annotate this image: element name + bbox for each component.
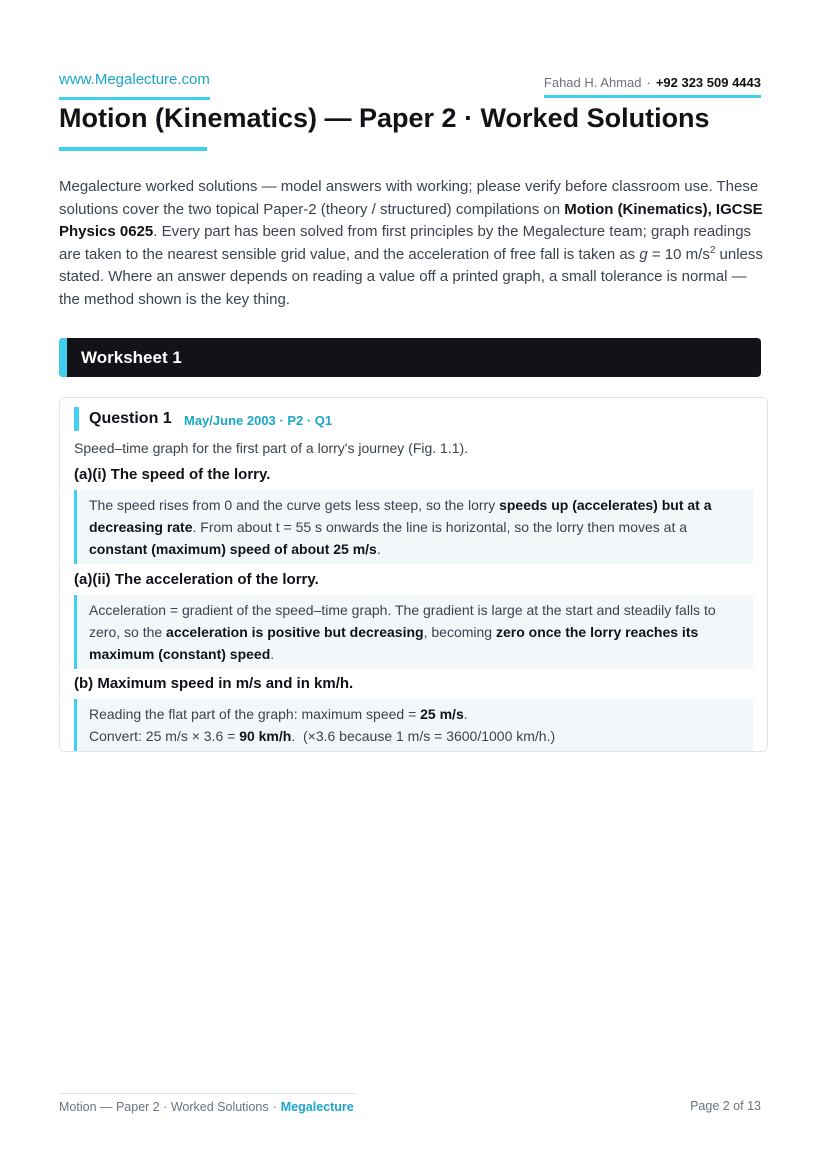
answer-text: Convert: 25 m/s × 3.6 =: [89, 728, 240, 744]
answer-a-i: [74, 490, 753, 564]
part-label-a-ii: (a)(ii) The acceleration of the lorry.: [74, 571, 319, 588]
answer-text: . (×3.6 because 1 m/s = 3600/1000 km/h.): [291, 728, 556, 744]
question-card: [59, 397, 768, 752]
answer-bold: acceleration is positive but decreasing: [166, 624, 424, 640]
worksheet-header: [59, 338, 761, 377]
answer-bold: speeds up (accelerates) but at a decreasing rate: [89, 497, 712, 535]
answer-text: . From about t = 55 s onwards the line is horizontal, so the lorry then moves at a: [192, 519, 688, 535]
site-link[interactable]: www.Megalecture.com: [59, 71, 210, 100]
worksheet-accent: [59, 338, 67, 377]
footer-left: [59, 1093, 356, 1114]
answer-b: [74, 699, 753, 751]
answer-text: .: [376, 541, 381, 557]
title-underline: [59, 147, 207, 151]
intro-paragraph: [59, 176, 763, 311]
answer-text: .: [270, 646, 275, 662]
part-label-a-i: (a)(i) The speed of the lorry.: [74, 466, 271, 483]
intro-text-4: unless stated. Where an answer depends on reading a value off a printed graph, a small tolerance is normal — the method shown is the key thing.: [59, 245, 763, 308]
page-number: Page 2 of 13: [690, 1099, 761, 1113]
intro-superscript: 2: [709, 244, 716, 256]
contact-separator: ·: [646, 75, 651, 90]
author-name: Fahad H. Ahmad: [543, 75, 642, 90]
answer-text: , becoming: [423, 624, 496, 640]
footer-doc-title: Motion — Paper 2 · Worked Solutions: [59, 1100, 269, 1114]
phone-number: +92 323 509 4443: [655, 75, 761, 90]
answer-text: Reading the flat part of the graph: maximum speed =: [89, 706, 421, 722]
question-intro: Speed–time graph for the first part of a lorry's journey (Fig. 1.1).: [74, 440, 469, 456]
answer-bold: 90 km/h: [239, 728, 292, 744]
question-source: May/June 2003 · P2 · Q1: [184, 413, 333, 428]
question-title: Question 1: [89, 410, 172, 427]
question-accent: [74, 407, 79, 431]
intro-text-1: Megalecture worked solutions — model answers with working; please verify before classroom use. These solutions cover the two topical Paper-2 (theory / structured) compilations on: [59, 178, 759, 218]
answer-bold: constant (maximum) speed of about 25 m/s: [89, 541, 377, 557]
footer-separator: ·: [272, 1100, 277, 1114]
part-label-b: (b) Maximum speed in m/s and in km/h.: [74, 675, 354, 692]
answer-line-2: [89, 725, 743, 747]
answer-text: Acceleration = gradient of the speed–time graph. The gradient is large at the start and steadily falls to zero, so the: [89, 602, 716, 640]
answer-a-ii: [74, 595, 753, 669]
intro-text-3: = 10 m/s: [647, 245, 710, 263]
contact-info: [544, 75, 761, 98]
answer-text: The speed rises from 0 and the curve gets less steep, so the lorry: [89, 497, 500, 513]
answer-line-1: [89, 703, 743, 725]
intro-bold: Motion (Kinematics), IGCSE Physics 0625: [59, 200, 763, 240]
page-title: Motion (Kinematics) — Paper 2 · Worked Solutions: [59, 103, 710, 133]
answer-bold: 25 m/s: [420, 706, 464, 722]
footer-brand: Megalecture: [280, 1100, 354, 1114]
intro-g-symbol: g: [639, 245, 648, 263]
answer-bold: zero once the lorry reaches its maximum (constant) speed: [89, 624, 699, 662]
answer-text: .: [463, 706, 468, 722]
intro-text-2: . Every part has been solved from first principles by the Megalecture team; graph readings are taken to the nearest sensible grid value, and the acceleration of free fall is taken as: [59, 223, 752, 263]
worksheet-title: Worksheet 1: [81, 348, 182, 367]
